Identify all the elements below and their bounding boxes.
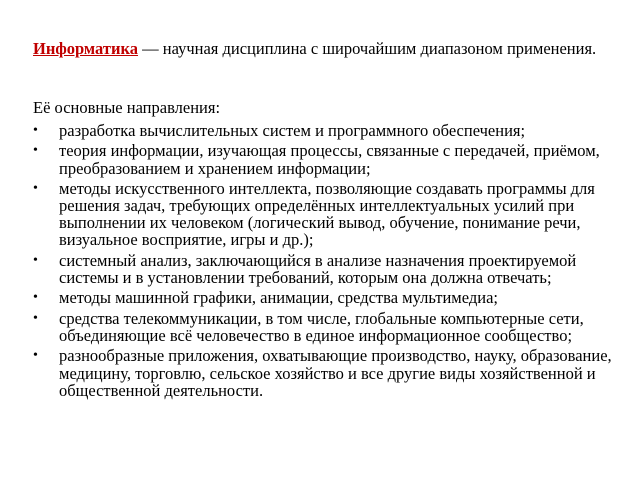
bullet-icon: • — [33, 181, 38, 197]
list-item-text: разработка вычислительных систем и программного обеспечения; — [59, 121, 526, 140]
list-item — [33, 289, 613, 306]
intro-paragraph — [33, 40, 639, 57]
list-item-text: методы машинной графики, анимации, средства мультимедиа; — [59, 288, 498, 308]
term-informatics: Информатика — [33, 39, 139, 58]
list-item — [33, 180, 613, 248]
bullet-icon: • — [33, 348, 38, 364]
directions-heading: Её основные направления: — [33, 98, 221, 117]
bullet-icon: • — [33, 310, 38, 326]
list-item-text: системный анализ, заключающийся в анализе назначения проектируемой системы и в установлении требований, которым она должна отвечать; — [59, 250, 577, 287]
list-item — [33, 142, 613, 176]
list-item-text: методы искусственного интеллекта, позволяющие создавать программы для решения задач, требующих определённых интеллектуальных усилий при выполнении их человеком (логический вывод, обучение, понимание речи, визуальное восприятие, игры и др.); — [59, 179, 595, 250]
list-item-text: разнообразные приложения, охватывающие производство, науку, образование, медицину, торговлю, сельское хозяйство и все другие виды хозяйственной и общественной деятельности. — [59, 346, 612, 400]
intro-definition: — научная дисциплина с широчайшим диапазоном применения. — [138, 39, 597, 58]
bullet-icon: • — [33, 123, 38, 138]
list-item — [33, 347, 613, 398]
bullet-icon: • — [33, 143, 38, 159]
list-item — [33, 310, 613, 344]
list-item — [33, 122, 613, 139]
directions-list — [33, 122, 613, 402]
bullet-icon: • — [33, 290, 38, 306]
list-item-text: теория информации, изучающая процессы, связанные с передачей, приёмом, преобразованием и хранением информации; — [59, 141, 600, 178]
bullet-icon: • — [33, 252, 38, 268]
list-item-text: средства телекоммуникации, в том числе, глобальные компьютерные сети, объединяющие всё человечество в единое информационное сообщество; — [59, 308, 584, 345]
list-item — [33, 252, 613, 286]
